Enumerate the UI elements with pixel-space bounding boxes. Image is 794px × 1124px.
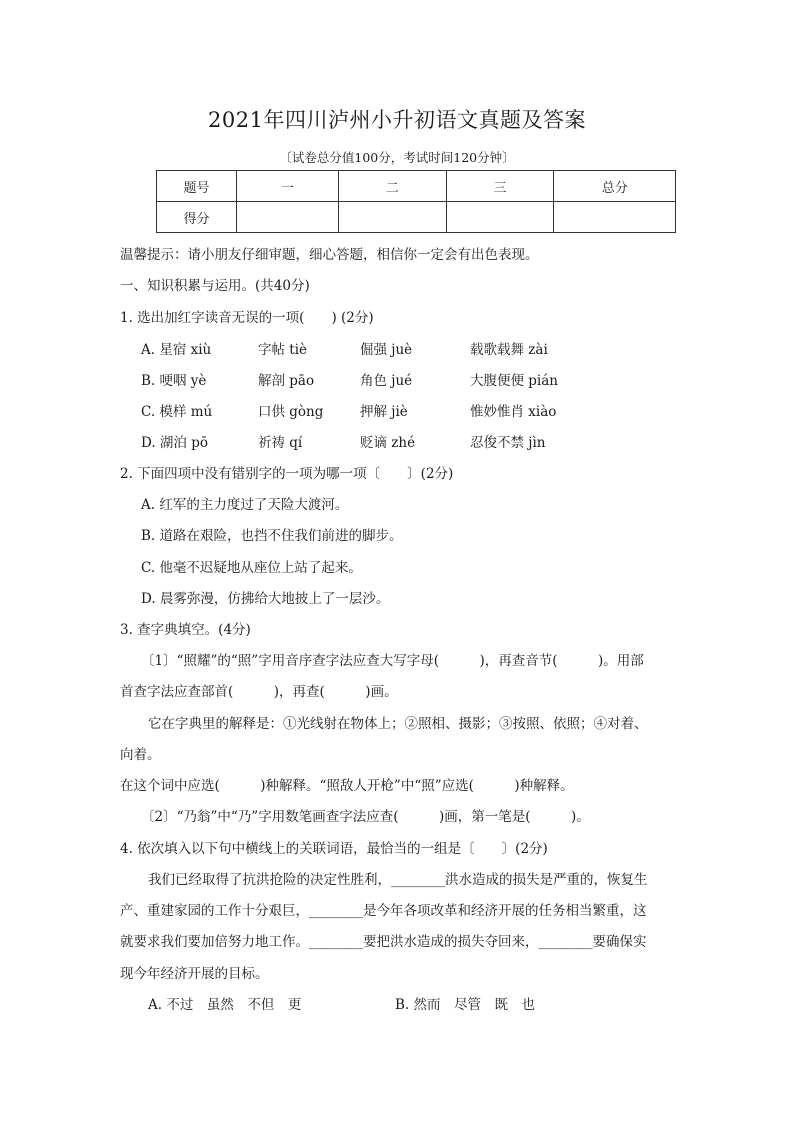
page-title: 2021年四川泸州小升初语文真题及答案 <box>208 108 586 132</box>
score-table-header-row <box>157 171 676 202</box>
header-cell: 三 <box>446 171 554 202</box>
q1-option-text: 祈祷 qí <box>258 435 303 451</box>
q3-paragraph: 在这个词中应选( )种解释。“照敌人开枪”中“照”应选( )种解释。 <box>120 778 574 794</box>
score-cell[interactable] <box>338 202 446 233</box>
q1-option-text: B. 哽咽 yè <box>141 373 207 389</box>
section-heading: 一、知识积累与运用。(共40分) <box>120 278 310 294</box>
header-cell: 题号 <box>157 171 237 202</box>
q1-option-text: 押解 jiè <box>360 404 408 420</box>
question-3-stem: 3. 查字典填空。(4分) <box>120 622 251 638</box>
q1-option-text: 字帖 tiè <box>258 342 308 358</box>
q3-paragraph: 它在字典里的解释是：①光线射在物体上；②照相、摄影；③按照、依照；④对着、 <box>148 716 648 732</box>
row-label-cell: 得分 <box>157 202 237 233</box>
question-2-stem: 2. 下面四项中没有错别字的一项为哪一项〔 〕(2分) <box>120 466 454 482</box>
q1-option-text: 载歌载舞 zài <box>470 342 548 358</box>
q1-option-text: D. 湖泊 pō <box>141 435 208 451</box>
q4-option: B. 然而 尽管 既 也 <box>395 997 536 1013</box>
q4-paragraph: 我们已经取得了抗洪抢险的决定性胜利，________洪水造成的损失是严重的，恢复生 <box>148 872 648 888</box>
q2-option: D. 晨雾弥漫，仿拂给大地披上了一层沙。 <box>141 591 390 607</box>
q4-paragraph: 产、重建家园的工作十分艰巨，________是今年各项改革和经济开展的任务相当繁重，这 <box>120 903 647 919</box>
q1-option-text: 忍俊不禁 jìn <box>470 435 546 451</box>
q2-option: B. 道路在艰险，也挡不住我们前进的脚步。 <box>141 528 403 544</box>
q1-option-text: 口供 gòng <box>258 404 324 420</box>
q3-paragraph: 首查字法应查部首( )，再查( )画。 <box>120 684 398 700</box>
q1-option-text: 贬谪 zhé <box>360 435 416 451</box>
q4-paragraph: 就要求我们要加倍努力地工作。________要把洪水造成的损失夺回来，________要确保实 <box>120 934 647 950</box>
q1-option-text: 惟妙惟肖 xiào <box>470 404 557 420</box>
q4-paragraph: 现今年经济开展的目标。 <box>120 966 269 982</box>
score-table <box>156 170 676 233</box>
header-cell: 总分 <box>554 171 676 202</box>
q1-option-text: A. 星宿 xiù <box>141 342 212 358</box>
question-1-stem: 1. 选出加红字读音无误的一项( ) (2分) <box>120 310 374 326</box>
q3-paragraph: 〔1〕“照耀”的“照”字用音序查字法应查大写字母( )，再查音节( )。用部 <box>141 653 644 669</box>
q3-paragraph: 〔2〕“乃翁”中“乃”字用数笔画查字法应查( )画，第一笔是( )。 <box>141 809 590 825</box>
question-4-stem: 4. 依次填入以下句中横线上的关联词语，最恰当的一组是〔 〕(2分) <box>120 841 548 857</box>
tip-text: 温馨提示：请小朋友仔细审题，细心答题，相信你一定会有出色表现。 <box>120 247 539 263</box>
score-table-row <box>157 202 676 233</box>
score-cell[interactable] <box>554 202 676 233</box>
q1-option-text: 大腹便便 pián <box>470 373 558 389</box>
page-subtitle: 〔试卷总分值100分，考试时间120分钟〕 <box>279 150 515 165</box>
q3-paragraph: 向着。 <box>120 747 161 763</box>
q2-option: C. 他毫不迟疑地从座位上站了起来。 <box>141 560 362 576</box>
q2-option: A. 红军的主力度过了天险大渡河。 <box>141 497 349 513</box>
header-cell: 二 <box>338 171 446 202</box>
header-cell: 一 <box>237 171 339 202</box>
q1-option-text: 解剖 pāo <box>258 373 315 389</box>
q1-option-text: 角色 jué <box>360 373 413 389</box>
q1-option-text: 倔强 juè <box>360 342 413 358</box>
score-cell[interactable] <box>237 202 339 233</box>
q4-option: A. 不过 虽然 不但 更 <box>148 997 302 1013</box>
q1-option-text: C. 模样 mú <box>141 404 213 420</box>
score-cell[interactable] <box>446 202 554 233</box>
